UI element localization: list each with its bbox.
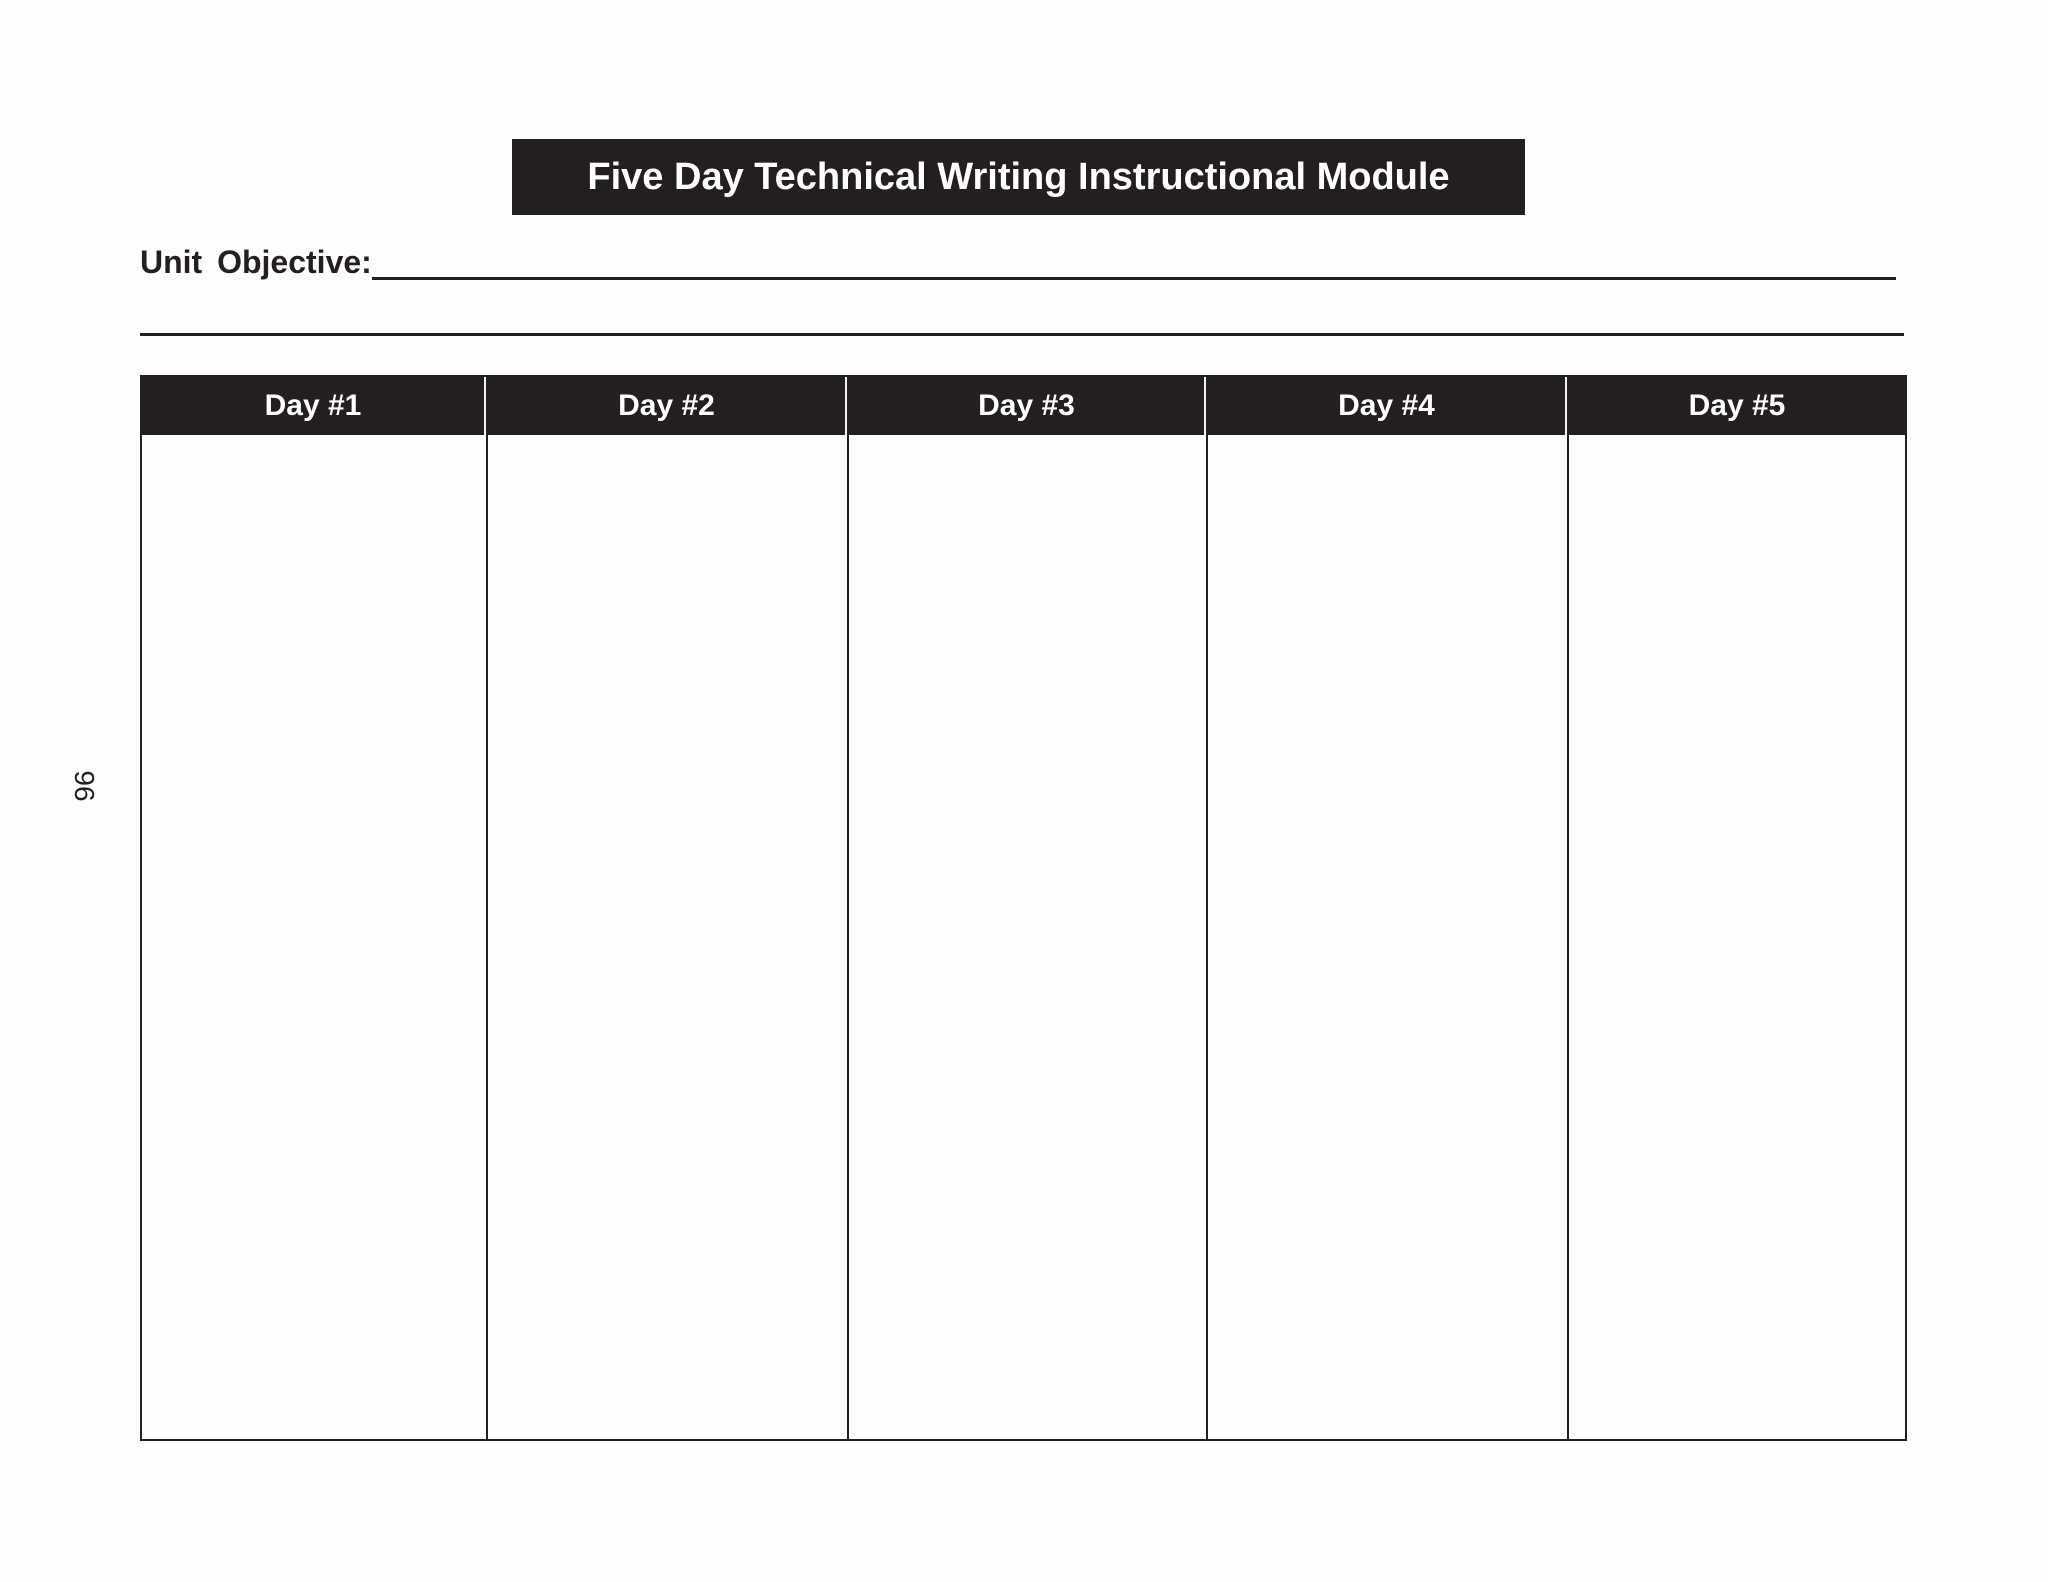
day-header-label: Day #1 <box>264 389 362 422</box>
unit-objective-label: Unit Objective: <box>140 244 372 280</box>
day-header-label: Day #4 <box>1338 389 1435 422</box>
day-column-5 <box>1569 377 1905 1439</box>
day-body-3[interactable] <box>849 435 1206 1439</box>
day-body-4[interactable] <box>1208 435 1567 1439</box>
day-header-5 <box>1569 377 1905 435</box>
page-title: Five Day Technical Writing Instructional Module <box>587 155 1450 198</box>
day-header-4 <box>1208 377 1567 435</box>
day-column-2 <box>488 377 849 1439</box>
day-body-1[interactable] <box>142 435 486 1439</box>
unit-objective-writing-line-2[interactable] <box>140 333 1904 336</box>
day-header-3 <box>849 377 1206 435</box>
day-header-label: Day #3 <box>978 389 1075 422</box>
day-header-label: Day #2 <box>618 389 715 422</box>
title-banner <box>512 139 1525 215</box>
day-header-2 <box>488 377 847 435</box>
day-header-1 <box>142 377 486 435</box>
day-column-1 <box>142 377 488 1439</box>
day-body-5[interactable] <box>1569 435 1905 1439</box>
day-header-label: Day #5 <box>1688 389 1786 422</box>
day-body-2[interactable] <box>488 435 847 1439</box>
day-column-4 <box>1208 377 1569 1439</box>
page-number: 96 <box>69 770 100 802</box>
day-grid <box>140 375 1907 1441</box>
day-column-3 <box>849 377 1208 1439</box>
unit-objective-writing-line[interactable] <box>372 277 1896 280</box>
